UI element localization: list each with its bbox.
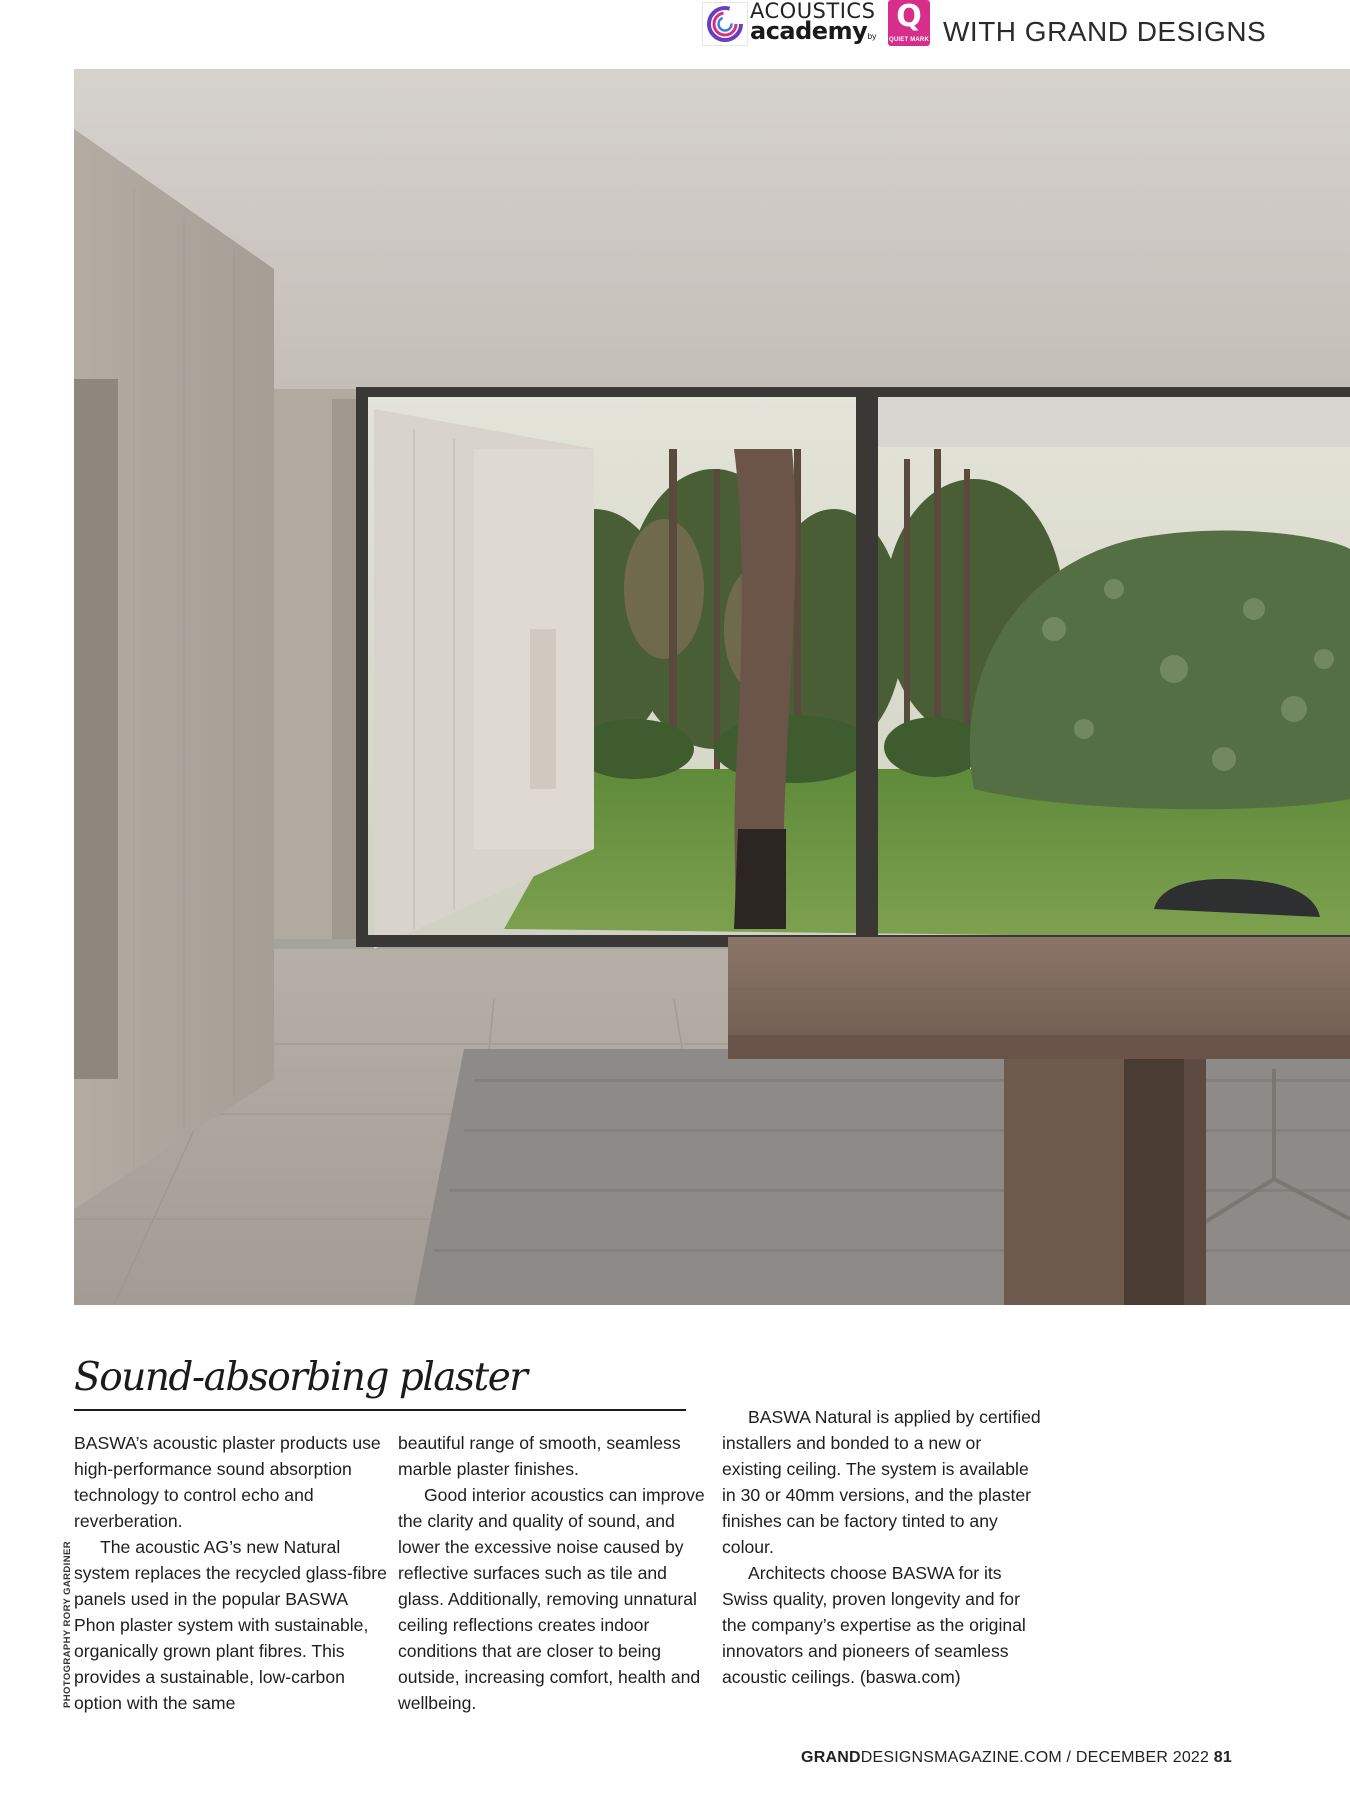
interior-photo	[74, 69, 1350, 1305]
article-headline: Sound-absorbing plaster	[74, 1355, 527, 1400]
paragraph: beautiful range of smooth, seamless marble plaster finishes.	[398, 1433, 681, 1479]
page-footer	[801, 1749, 1232, 1767]
paragraph: Good interior acoustics can improve the clarity and quality of sound, and lower the excessive noise caused by reflective surfaces such as tile and glass. Additionally, removing unnatural ceiling reflections creates indoor conditions that are closer to being outside, increasing comfort, health and wellbeing.	[398, 1485, 705, 1713]
header-title: WITH GRAND DESIGNS	[943, 16, 1267, 47]
logo-academy-text: academy	[750, 17, 868, 45]
footer-separator: /	[1061, 1749, 1076, 1766]
headline-rule	[74, 1409, 686, 1411]
footer-brand: GRAND	[801, 1749, 861, 1766]
quiet-mark-badge	[888, 0, 930, 46]
quiet-mark-text: QUIET MARK	[889, 37, 929, 43]
paragraph: BASWA’s acoustic plaster products use high-performance sound absorption technology to control echo and reverberation.	[74, 1433, 381, 1531]
article-column-3	[722, 1404, 1042, 1690]
acoustics-academy-wordmark	[750, 0, 880, 46]
quiet-mark-letter: Q	[896, 0, 922, 34]
page-header	[700, 0, 1350, 48]
page-number: 81	[1213, 1749, 1232, 1766]
photo-credit: PHOTOGRAPHY RORY GARDINER	[62, 1541, 73, 1708]
paragraph: Architects choose BASWA for its Swiss quality, proven longevity and for the company’s expertise as the original innovators and pioneers of seamless acoustic ceilings. (baswa.com)	[722, 1563, 1026, 1687]
logo-line-2	[750, 19, 876, 49]
logo-suffix-text: by	[867, 32, 877, 41]
footer-site: DESIGNSMAGAZINE.COM	[860, 1749, 1062, 1766]
paragraph: The acoustic AG’s new Natural system replaces the recycled glass-fibre panels used in the popular BASWA Phon plaster system with sustainable, organically grown plant fibres. This provides a sustainable, low-carbon option with the same	[74, 1537, 387, 1713]
paragraph: BASWA Natural is applied by certified installers and bonded to a new or existing ceiling. The system is available in 30 or 40mm versions, and the plaster finishes can be factory tinted to any colour.	[722, 1407, 1041, 1557]
article-column-1	[74, 1430, 389, 1716]
acoustics-academy-logo-icon	[702, 2, 748, 46]
logo-line-1: ACOUSTICS	[750, 0, 876, 23]
footer-issue: DECEMBER 2022	[1075, 1749, 1210, 1766]
article-column-2	[398, 1430, 713, 1716]
